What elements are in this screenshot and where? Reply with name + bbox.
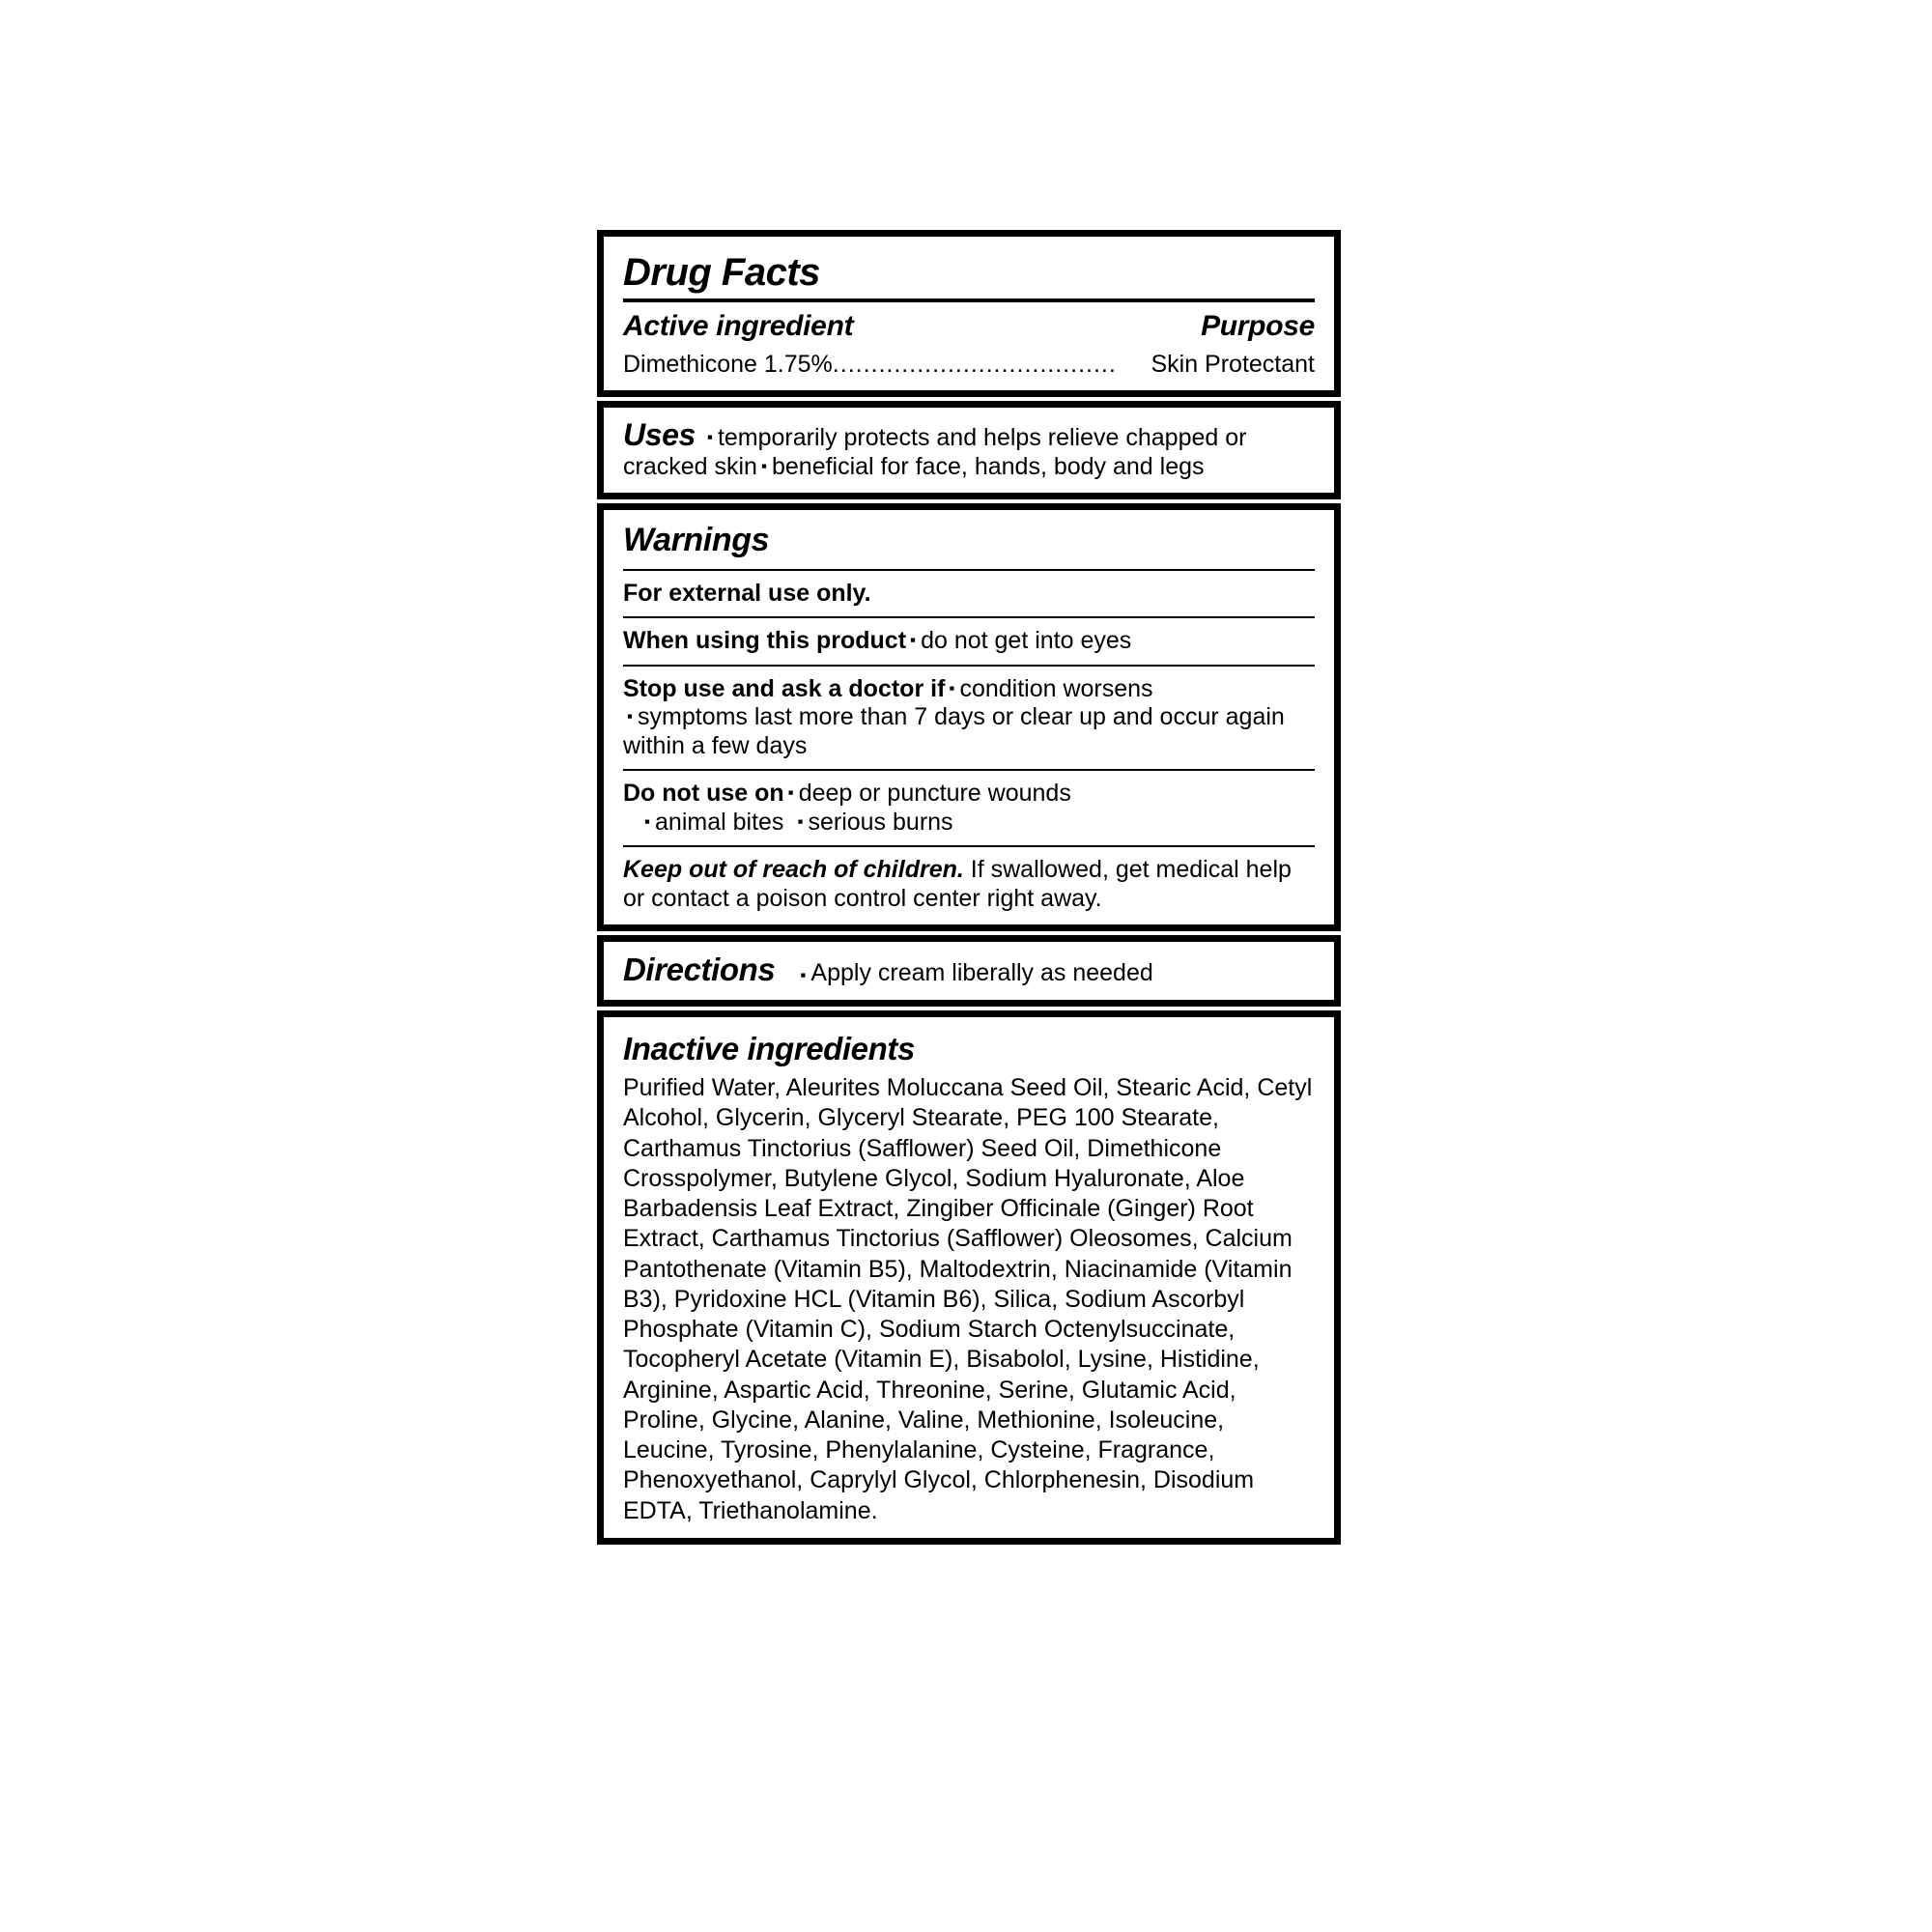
when-using-warning [623,627,1315,656]
external-use-warning: For external use only. [623,579,871,607]
keep-out-of-reach-warning [623,856,1315,913]
do-not-use-item-3: serious burns [808,808,953,836]
directions-row [623,952,1315,988]
active-ingredient-purpose: Skin Protectant [1151,351,1315,378]
uses-item-1: temporarily protects and helps relieve chapped or cracked skin [623,424,1247,480]
page-title: Drug Facts [623,251,820,294]
uses-heading: Uses [623,417,696,452]
stop-use-item-1: condition worsens [959,674,1153,702]
bullet-square-icon: ▪ [760,456,767,475]
warnings-divider-4 [623,769,1315,771]
bullet-square-icon: ▪ [800,966,807,985]
bullet-square-icon: ▪ [910,631,917,650]
stop-use-warning [623,675,1315,761]
directions-heading: Directions [623,952,776,988]
active-ingredient-headings [623,310,1315,343]
keep-out-label: Keep out of reach of children. [623,856,964,884]
warnings-section [597,503,1341,932]
warnings-divider-1 [623,569,1315,571]
warnings-divider-3 [623,665,1315,667]
inactive-ingredients-heading: Inactive ingredients [623,1031,915,1067]
do-not-use-item-1: deep or puncture wounds [798,780,1071,808]
when-using-item: do not get into eyes [921,627,1132,655]
active-ingredient-heading: Active ingredient [623,310,854,342]
uses-section [597,401,1341,499]
do-not-use-item-2: animal bites [655,808,784,836]
uses-body [623,417,1315,481]
do-not-use-label: Do not use on [623,780,784,808]
active-ingredient-name: Dimethicone 1.75% [623,351,833,378]
uses-item-2: beneficial for face, hands, body and legs [771,452,1205,480]
directions-section [597,935,1341,1007]
stop-use-item-2: symptoms last more than 7 days or clear up and occur again within a few days [623,703,1285,759]
when-using-label: When using this product [623,627,907,655]
directions-item: Apply cream liberally as needed [810,959,1153,987]
purpose-heading: Purpose [1201,310,1315,342]
keep-out-text: If swallowed, get medical help or contact a poison control center right away. [623,856,1292,912]
title-divider [623,298,1315,302]
bullet-square-icon: ▪ [787,783,794,803]
warnings-divider-5 [623,845,1315,847]
active-ingredient-row [623,351,1315,379]
leader-dots: ..................................... [832,351,1117,378]
bullet-square-icon: ▪ [706,428,713,446]
stop-use-label: Stop use and ask a doctor if [623,674,946,702]
bullet-square-icon: ▪ [949,678,955,697]
inactive-ingredients-text: Purified Water, Aleurites Moluccana Seed Oil, Stearic Acid, Cetyl Alcohol, Glycerin, Glyceryl Stearate, PEG 100 Stearate, Carthamus Tinctorius (Safflower) Seed Oil, Dimethicone Crosspolymer, Butylene Glycol, Sodium Hyaluronate, Aloe Barbadensis Leaf Extract, Zingiber Officinale (Ginger) Root Extract, Carthamus Tinctorius (Safflower) Oleosomes, Calcium Pantothenate (Vitamin B5), Maltodextrin, Niacinamide (Vitamin B3), Pyridoxine HCL (Vitamin B6), Silica, Sodium Ascorbyl Phosphate (Vitamin C), Sodium Starch Octenylsuccinate, Tocopheryl Acetate (Vitamin E), Bisabolol, Lysine, Histidine, Arginine, Aspartic Acid, Threonine, Serine, Glutamic Acid, Proline, Glycine, Alanine, Valine, Methionine, Isoleucine, Leucine, Tyrosine, Phenylalanine, Cysteine, Fragrance, Phenoxyethanol, Caprylyl Glycol, Chlorphenesin, Disodium EDTA, Triethanolamine. [623,1074,1313,1524]
warnings-heading: Warnings [623,521,770,558]
warnings-divider-2 [623,616,1315,618]
do-not-use-warning [623,780,1315,837]
inactive-ingredients-section [597,1010,1341,1545]
active-ingredient-section [597,230,1341,397]
bullet-square-icon: ▪ [797,811,804,831]
bullet-square-icon: ▪ [644,811,651,831]
bullet-square-icon: ▪ [627,707,634,726]
drug-facts-label [597,230,1341,1545]
